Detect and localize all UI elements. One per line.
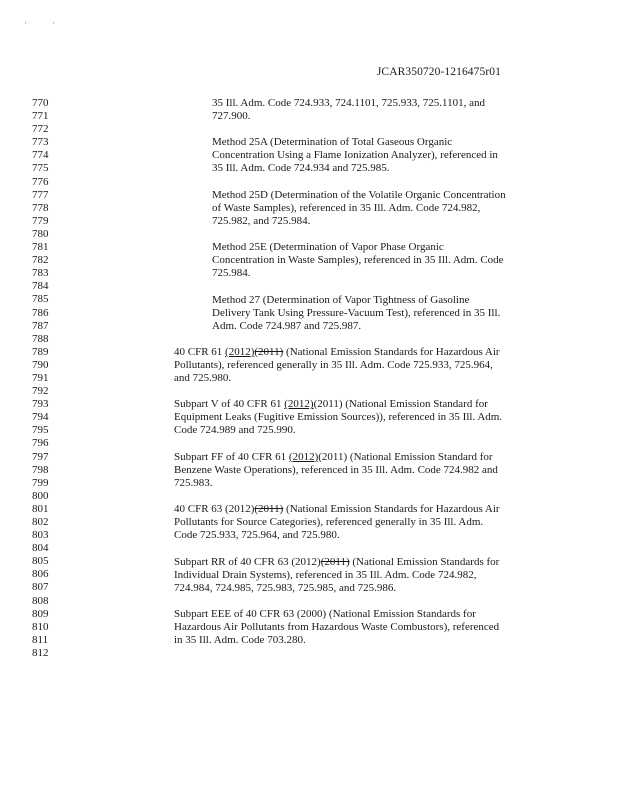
line-number: 773 bbox=[32, 136, 49, 149]
line-number: 785 bbox=[32, 293, 49, 306]
entry-line: Concentration in Waste Samples), referenced in 35 Ill. Adm. Code bbox=[212, 254, 504, 267]
line-number: 781 bbox=[32, 241, 49, 254]
entry-text: 40 CFR 63 bbox=[174, 503, 226, 516]
line-number: 808 bbox=[32, 594, 49, 607]
deleted-year: (2011) bbox=[254, 503, 284, 516]
reference-entry bbox=[212, 241, 504, 280]
entry-text: Subpart V of 40 CFR 61 bbox=[174, 398, 285, 411]
entry-line: Method 25E (Determination of Vapor Phase Organic bbox=[212, 241, 444, 254]
entry-line bbox=[174, 451, 498, 464]
line-number: 803 bbox=[32, 529, 49, 542]
entry-line: Pollutants for Source Categories), referenced generally in 35 Ill. Adm. bbox=[174, 516, 484, 529]
entry-line: Method 25D (Determination of the Volatile Organic Concentration bbox=[212, 188, 506, 201]
reference-entry bbox=[212, 189, 506, 228]
entry-line: Equipment Leaks (Fugitive Emission Sources)), referenced in 35 Ill. Adm. bbox=[174, 411, 503, 424]
entry-line: 725.984. bbox=[212, 267, 251, 280]
line-number: 775 bbox=[32, 162, 49, 175]
reference-entry bbox=[174, 503, 500, 542]
entry-line: in 35 Ill. Adm. Code 703.280. bbox=[174, 634, 306, 647]
reference-entry bbox=[174, 451, 498, 490]
line-number: 784 bbox=[32, 280, 49, 293]
corner-mark: · bbox=[52, 18, 55, 28]
line-number: 777 bbox=[32, 188, 49, 201]
entry-line: Method 25A (Determination of Total Gaseous Organic bbox=[212, 136, 453, 149]
reference-entry bbox=[174, 346, 500, 385]
entry-line bbox=[174, 346, 500, 359]
line-number: 796 bbox=[32, 437, 49, 450]
entry-text: (National Emission Standard for bbox=[342, 398, 488, 411]
line-number: 789 bbox=[32, 345, 49, 358]
line-number: 810 bbox=[32, 620, 49, 633]
entry-line: 727.900. bbox=[212, 110, 251, 123]
entry-text: (2011) bbox=[318, 450, 348, 463]
reference-entry bbox=[212, 294, 500, 333]
entry-line: 35 Ill. Adm. Code 724.934 and 725.985. bbox=[212, 162, 390, 175]
entry-line: 35 Ill. Adm. Code 724.933, 724.1101, 725.933, 725.1101, and bbox=[212, 97, 485, 109]
line-number: 778 bbox=[32, 201, 49, 214]
line-number: 806 bbox=[32, 568, 49, 581]
entry-line: of Waste Samples), referenced in 35 Ill. Adm. Code 724.982, bbox=[212, 201, 481, 214]
line-number: 799 bbox=[32, 476, 49, 489]
entry-text: (2012) bbox=[225, 503, 255, 516]
line-number: 788 bbox=[32, 332, 49, 345]
inserted-year: (2012) bbox=[284, 398, 314, 411]
entry-line: Individual Drain Systems), referenced in 35 Ill. Adm. Code 724.982, bbox=[174, 568, 477, 581]
entry-text: 40 CFR 61 bbox=[174, 345, 226, 358]
entry-line: Adm. Code 724.987 and 725.987. bbox=[212, 319, 362, 332]
reference-entry bbox=[212, 97, 485, 123]
entry-line: Code 724.989 and 725.990. bbox=[174, 424, 296, 437]
line-number: 804 bbox=[32, 542, 49, 555]
line-number: 794 bbox=[32, 411, 49, 424]
entry-text: (National Emission Standards for Hazardous Air bbox=[283, 345, 500, 358]
line-number: 779 bbox=[32, 214, 49, 227]
line-number: 809 bbox=[32, 607, 49, 620]
entry-text: (2011) bbox=[313, 398, 343, 411]
line-number: 795 bbox=[32, 424, 49, 437]
line-number: 812 bbox=[32, 646, 49, 659]
line-number: 776 bbox=[32, 175, 49, 188]
entry-line: 724.984, 724.985, 725.983, 725.985, and 725.986. bbox=[174, 581, 397, 594]
inserted-year: (2012) bbox=[225, 345, 255, 358]
reference-entry bbox=[174, 398, 502, 437]
reference-entry bbox=[212, 136, 498, 175]
entry-line: Hazardous Air Pollutants from Hazardous Waste Combustors), referenced bbox=[174, 620, 500, 633]
line-number: 802 bbox=[32, 516, 49, 528]
entry-line: Code 725.933, 725.964, and 725.980. bbox=[174, 529, 340, 542]
line-number: 782 bbox=[32, 254, 49, 267]
entry-line: and 725.980. bbox=[174, 372, 232, 385]
corner-mark: · bbox=[24, 18, 27, 28]
entry-line: Pollutants), referenced generally in 35 Ill. Adm. Code 725.933, 725.964, bbox=[174, 358, 493, 371]
entry-line: Benzene Waste Operations), referenced in 35 Ill. Adm. Code 724.982 and bbox=[174, 463, 498, 476]
entry-line bbox=[174, 503, 500, 516]
entry-line: 725.982, and 725.984. bbox=[212, 214, 311, 227]
line-number: 798 bbox=[32, 463, 49, 476]
inserted-year: (2012) bbox=[288, 450, 319, 463]
reference-entry bbox=[174, 608, 499, 647]
line-number: 771 bbox=[32, 110, 49, 123]
line-number: 772 bbox=[32, 123, 49, 136]
entry-line: Delivery Tank Using Pressure-Vacuum Test), referenced in 35 Ill. bbox=[212, 306, 501, 319]
entry-text: (National Emission Standard for bbox=[347, 450, 493, 463]
line-number: 800 bbox=[32, 489, 49, 502]
entry-text: (National Emission Standards for bbox=[349, 555, 500, 568]
entry-line bbox=[174, 398, 502, 411]
line-number: 770 bbox=[32, 97, 49, 109]
line-number: 793 bbox=[32, 398, 49, 411]
line-number: 811 bbox=[32, 633, 49, 646]
line-number-column bbox=[32, 97, 62, 660]
deleted-year: (2011) bbox=[254, 345, 284, 358]
line-number: 786 bbox=[32, 306, 49, 319]
entry-line: Subpart EEE of 40 CFR 63 (2000) (National Emission Standards for bbox=[174, 607, 476, 620]
entry-text: Subpart RR of 40 CFR 63 bbox=[174, 555, 292, 568]
line-number: 780 bbox=[32, 227, 49, 240]
line-number: 792 bbox=[32, 385, 49, 398]
reference-entry bbox=[174, 556, 499, 595]
line-number: 807 bbox=[32, 581, 49, 594]
line-number: 805 bbox=[32, 555, 49, 568]
entry-text: Subpart FF of 40 CFR 61 bbox=[174, 450, 289, 463]
line-number: 790 bbox=[32, 358, 49, 371]
entry-line: Method 27 (Determination of Vapor Tightness of Gasoline bbox=[212, 293, 470, 306]
line-number: 783 bbox=[32, 267, 49, 280]
line-number: 797 bbox=[32, 450, 49, 463]
line-number: 791 bbox=[32, 371, 49, 384]
entry-text: (2012) bbox=[291, 555, 321, 568]
line-number: 774 bbox=[32, 149, 49, 162]
line-number: 787 bbox=[32, 319, 49, 332]
entry-line bbox=[174, 556, 499, 569]
entry-line: Concentration Using a Flame Ionization Analyzer), referenced in bbox=[212, 149, 498, 162]
line-number: 801 bbox=[32, 502, 49, 515]
entry-line: 725.983. bbox=[174, 476, 213, 489]
entry-text: (National Emission Standards for Hazardous Air bbox=[283, 503, 500, 516]
document-id-header: JCAR350720-1216475r01 bbox=[376, 66, 501, 78]
deleted-year: (2011) bbox=[320, 555, 350, 568]
